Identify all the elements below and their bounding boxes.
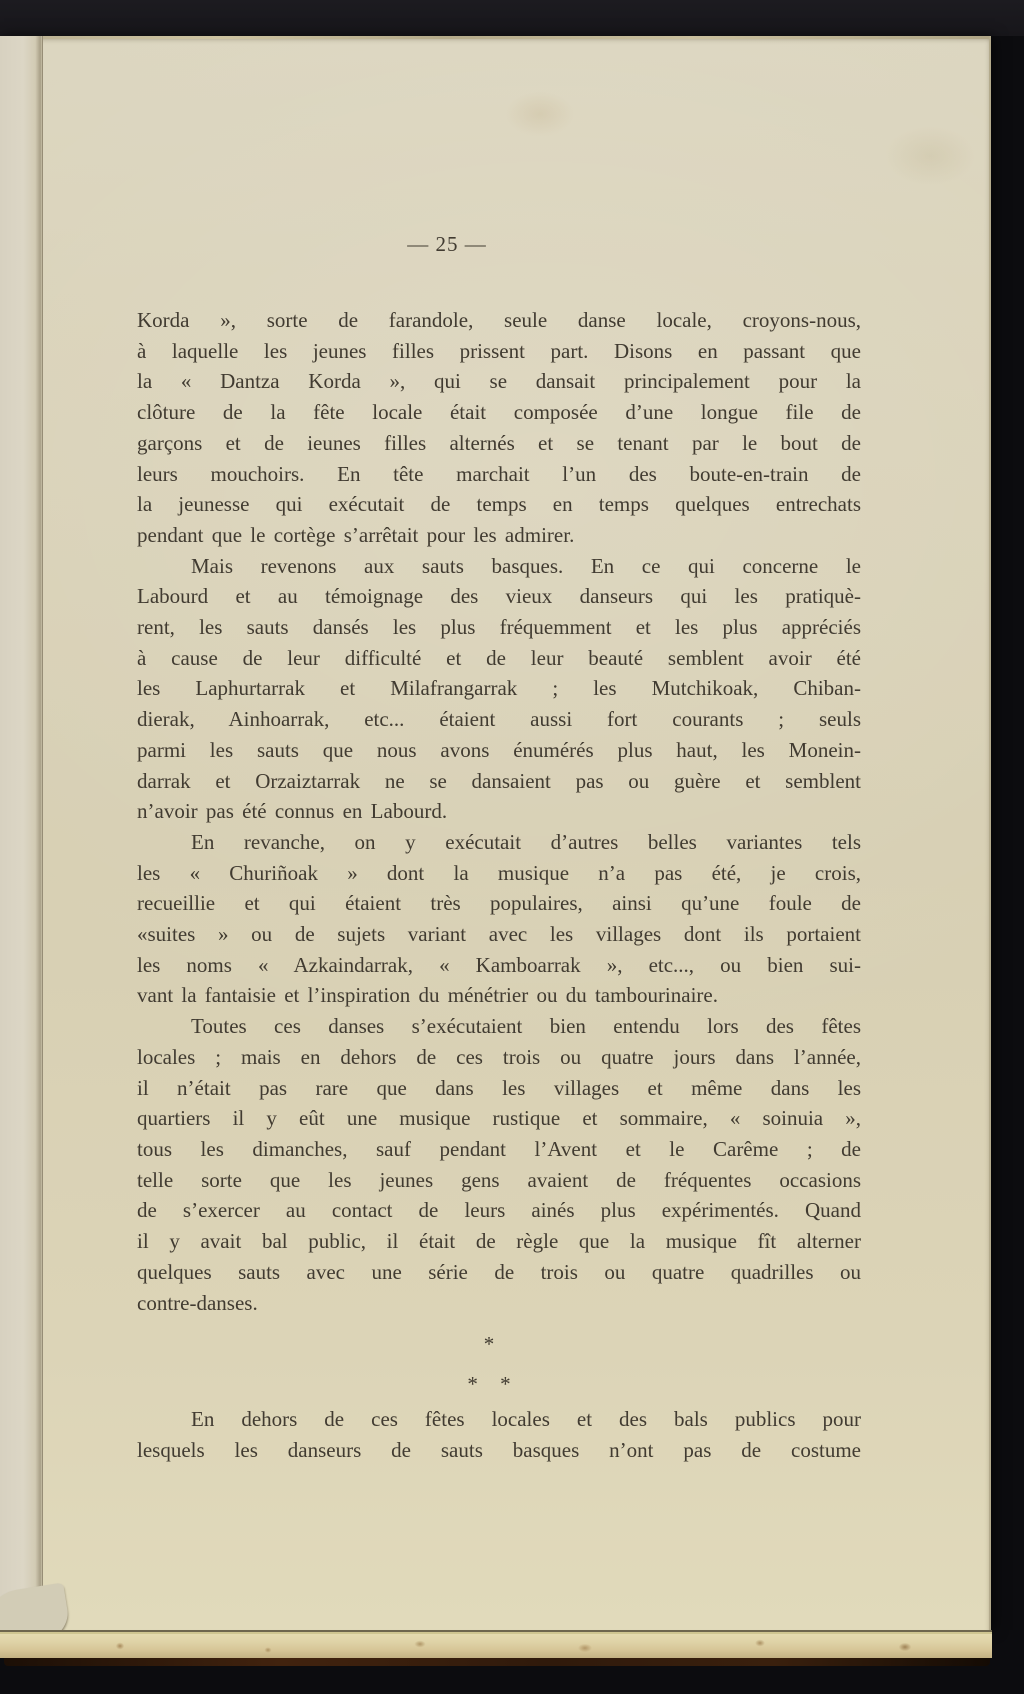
book-page <box>0 36 991 1630</box>
section-divider: * <box>483 1332 495 1357</box>
paragraph <box>137 305 861 551</box>
text-line: quartiers il y eût une musique rustique et sommaire, « soinuia », <box>137 1106 861 1131</box>
text-line: les « Churiñoak » dont la musique n’a pas été, je crois, <box>137 860 861 885</box>
text-line: rent, les sauts dansés les plus fréquemment et les plus appréciés <box>137 615 861 640</box>
paragraph <box>137 551 861 827</box>
text-line: contre-danses. <box>137 1290 258 1315</box>
text-line: telle sorte que les jeunes gens avaient de fréquentes occasions <box>137 1167 861 1192</box>
text-line: Mais revenons aux sauts basques. En ce qui concerne le <box>191 553 861 578</box>
paragraph <box>137 1404 861 1465</box>
text-line: il y avait bal public, il était de règle que la musique fît alterner <box>137 1229 861 1254</box>
text-line: vant la fantaisie et l’inspiration du ménétrier ou du tambourinaire. <box>137 983 718 1008</box>
text-line: En revanche, on y exécutait d’autres belles variantes tels <box>191 829 861 854</box>
text-line: il n’était pas rare que dans les villages et même dans les <box>137 1075 861 1100</box>
text-line: de s’exercer au contact de leurs ainés plus expérimentés. Quand <box>137 1198 861 1223</box>
text-line: recueillie et qui étaient très populaires, ainsi qu’une foule de <box>137 891 861 916</box>
text-line: Toutes ces danses s’exécutaient bien entendu lors des fêtes <box>191 1014 861 1039</box>
text-line: locales ; mais en dehors de ces trois ou quatre jours dans l’année, <box>137 1044 861 1069</box>
text-line: la jeunesse qui exécutait de temps en temps quelques entrechats <box>137 492 861 517</box>
text-line: «suites » ou de sujets variant avec les villages dont ils portaient <box>137 922 861 947</box>
section-divider: * * <box>467 1372 511 1397</box>
text-line: En dehors de ces fêtes locales et des bals publics pour <box>191 1407 861 1432</box>
text-line: tous les dimanches, sauf pendant l’Avent et le Carême ; de <box>137 1136 861 1161</box>
text-line: les Laphurtarrak et Milafrangarrak ; les Mutchikoak, Chiban- <box>137 676 861 701</box>
text-block <box>137 305 861 1466</box>
book-cover-edge <box>4 1658 990 1666</box>
text-line: lesquels les danseurs de sauts basques n’ont pas de costume <box>137 1437 861 1462</box>
text-line: Korda », sorte de farandole, seule danse locale, croyons-nous, <box>137 308 861 332</box>
paragraph <box>137 827 861 1011</box>
text-line: parmi les sauts que nous avons énumérés plus haut, les Monein- <box>137 737 861 762</box>
text-line: garçons et de ieunes filles alternés et se tenant par le bout de <box>137 430 861 455</box>
text-line: dierak, Ainhoarrak, etc... étaient aussi fort courants ; seuls <box>137 707 861 732</box>
scan-top-band <box>0 0 1024 36</box>
page-number: — 25 — <box>407 232 487 256</box>
text-line: Labourd et au témoignage des vieux danseurs qui les pratiquè- <box>137 584 861 609</box>
page-content <box>0 36 989 1630</box>
page-bottom-edges <box>0 1630 992 1658</box>
text-line: les noms « Azkaindarrak, « Kamboarrak », etc..., ou bien sui- <box>137 952 861 977</box>
text-line: leurs mouchoirs. En tête marchait l’un des boute-en-train de <box>137 461 861 486</box>
text-line: quelques sauts avec une série de trois ou quatre quadrilles ou <box>137 1259 861 1284</box>
text-line: la « Dantza Korda », qui se dansait principalement pour la <box>137 369 861 394</box>
text-line: n’avoir pas été connus en Labourd. <box>137 799 448 824</box>
text-line: pendant que le cortège s’arrêtait pour les admirer. <box>137 522 575 547</box>
text-line: clôture de la fête locale était composée d’une longue file de <box>137 400 861 425</box>
paragraph <box>137 1011 861 1318</box>
text-line: à laquelle les jeunes filles prissent part. Disons en passant que <box>137 338 861 363</box>
text-line: à cause de leur difficulté et de leur beauté semblent avoir été <box>137 645 861 670</box>
text-line: darrak et Orzaiztarrak ne se dansaient pas ou guère et semblent <box>137 768 861 793</box>
